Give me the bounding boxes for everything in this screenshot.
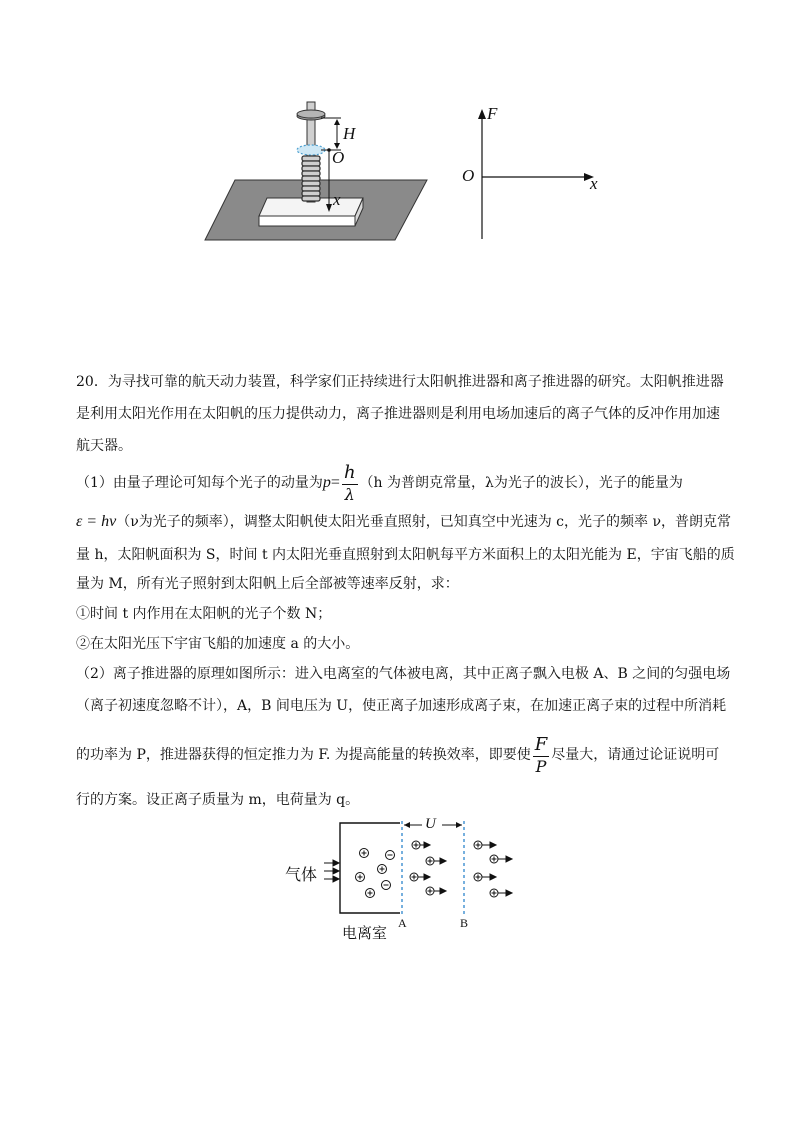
subquestion-2: ②在太阳光压下宇宙飞船的加速度 a 的大小。 [76, 636, 360, 652]
block-front [259, 216, 355, 226]
photon-energy-formula: ε = hν [76, 513, 117, 530]
subquestion-1: ①时间 t 内作用在太阳帆的光子个数 N； [76, 606, 332, 622]
spring-apparatus-figure [195, 90, 435, 250]
ion-thruster-figure [280, 815, 540, 950]
momentum-symbol: p [322, 474, 331, 491]
fig1-label-O: O [332, 148, 345, 167]
fraction-numerator-f: F [534, 733, 548, 755]
question-intro-line3: 航天器。 [76, 438, 132, 454]
part2-line3 [76, 735, 736, 775]
gas-inlet-arrows [324, 860, 339, 882]
part1-text-a: （1）由量子理论可知每个光子的动量为 [76, 475, 323, 491]
part2-line4: 行的方案。设正离子质量为 m，电荷量为 q。 [76, 792, 360, 808]
part1-line3: 量 h，太阳帆面积为 S，时间 t 内太阳光垂直照射到太阳帆每平方米面积上的太阳光能为 E，宇宙飞船的质 [76, 547, 735, 563]
part1-line2 [76, 511, 736, 533]
question-intro-line2: 是利用太阳光作用在太阳帆的压力提供动力，离子推进器则是利用电场加速后的离子气体的反冲作用加速 [76, 406, 720, 422]
fig3-label-chamber: 电离室 [342, 924, 388, 942]
ion-beam [474, 841, 512, 897]
fig3-label-U: U [425, 816, 436, 832]
question-intro-line1: 20．为寻找可靠的航天动力装置，科学家们正持续进行太阳帆推进器和离子推进器的研究。太阳帆推进器 [76, 374, 724, 390]
part1-line4: 量为 M，所有光子照射到太阳帆上后全部被等速率反射，求： [76, 576, 459, 592]
fig1-label-x: x [333, 190, 341, 209]
fraction-denominator-lambda: λ [344, 484, 355, 504]
part2-line1: （2）离子推进器的原理如图所示：进入电离室的气体被电离，其中正离子飘入电极 A、B 之间的匀强电场 [76, 666, 731, 682]
spring-coils [302, 156, 320, 201]
fig2-label-x: x [590, 174, 598, 193]
fig3-label-B: B [460, 916, 469, 930]
momentum-fraction [342, 461, 358, 504]
part1-text-b: （h 为普朗克常量，λ为光子的波长），光子的能量为 [359, 475, 683, 491]
part2-line2: （离子初速度忽略不计），A，B 间电压为 U，使正离子加速形成离子束，在加速正离子束的过程中所消耗 [76, 698, 727, 714]
part1-text-c: （ν为光子的频率），调整太阳帆使太阳光垂直照射，已知真空中光速为 c，光子的频率 ν，普朗克常 [116, 514, 731, 530]
fraction-numerator-h: h [343, 461, 356, 483]
fig2-label-O: O [462, 166, 475, 185]
f-over-p-fraction [533, 733, 550, 776]
fig1-label-H: H [343, 124, 356, 143]
chamber-ions [356, 849, 395, 898]
fig3-label-A: A [398, 916, 407, 930]
part2-text-b: 尽量大，请通过论证说明可 [551, 747, 720, 763]
dashed-ring [297, 145, 325, 155]
part2-text-a: 的功率为 P，推进器获得的恒定推力为 F. 为提高能量的转换效率，即要使 [76, 747, 531, 763]
fraction-denominator-p: P [535, 756, 547, 776]
part1-line1 [76, 463, 736, 503]
fig2-label-F: F [487, 104, 498, 123]
fig3-label-gas: 气体 [285, 865, 318, 884]
equals-sign: = [330, 474, 340, 491]
accelerating-ions [410, 841, 446, 895]
ionization-chamber [340, 823, 400, 913]
force-displacement-axes [470, 105, 610, 245]
